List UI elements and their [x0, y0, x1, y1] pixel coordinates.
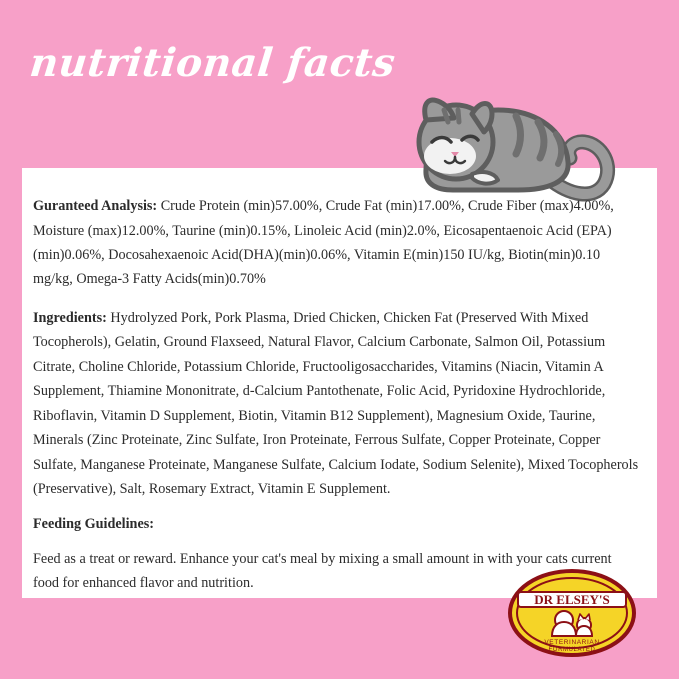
ingredients-block [33, 306, 641, 501]
guaranteed-analysis-label: Guranteed Analysis: [33, 198, 158, 215]
pink-left-border [0, 168, 22, 598]
feeding-guidelines-label: Feeding Guidelines: [33, 515, 154, 532]
svg-text:VETERINARIAN: VETERINARIAN [544, 639, 600, 646]
svg-text:FORMULATED: FORMULATED [548, 647, 596, 653]
feeding-guidelines-text: Feed as a treat or reward. Enhance your cat's meal by mixing a small amount in with your cats current food for enhanced flavor and nutrition. [33, 550, 612, 592]
ingredients-paragraph [33, 306, 641, 501]
nutrition-content [33, 180, 641, 610]
guaranteed-analysis-paragraph [33, 194, 641, 292]
guaranteed-analysis-block [33, 194, 641, 292]
ingredients-text: Hydrolyzed Pork, Pork Plasma, Dried Chicken, Chicken Fat (Preserved With Mixed Tocopherols), Gelatin, Ground Flaxseed, Natural Flavor, Calcium Carbonate, Salmon Oil, Potassium Citrate, Choline Chloride, Potassium Chloride, Fructooligosaccharides, Vitamins (Niacin, Vitamin A Supplement, Thiamine Mononitrate, d-Calcium Pantothenate, Folic Acid, Pyridoxine Hydrochloride, Riboflavin, Vitamin D Supplement, Biotin, Vitamin B12 Supplement), Magnesium Oxide, Taurine, Minerals (Zinc Proteinate, Zinc Sulfate, Iron Proteinate, Ferrous Sulfate, Copper Proteinate, Copper Sulfate, Manganese Proteinate, Manganese Sulfate, Calcium Iodate, Sodium Selenite), Mixed Tocopherols (Preservative), Salt, Rosemary Extract, Vitamin E Supplement. [33, 310, 639, 498]
pink-right-border [657, 168, 679, 598]
guaranteed-analysis-text: Crude Protein (min)57.00%, Crude Fat (min)17.00%, Crude Fiber (max)4.00%, Moisture (max)12.00%, Taurine (min)0.15%, Linoleic Acid (min)2.0%, Eicosapentaenoic Acid (EPA) (min)0.06%, Docosahexaenoic Acid(DHA)(min)0.06%, Vitamin E(min)150 IU/kg, Biotin(min)0.10 mg/kg, Omega-3 Fatty Acids(min)0.70% [33, 198, 614, 288]
svg-text:DR ELSEY'S: DR ELSEY'S [534, 592, 610, 607]
ingredients-label: Ingredients: [33, 310, 107, 327]
brand-logo [508, 568, 636, 658]
page-title: nutritional facts [27, 40, 398, 86]
